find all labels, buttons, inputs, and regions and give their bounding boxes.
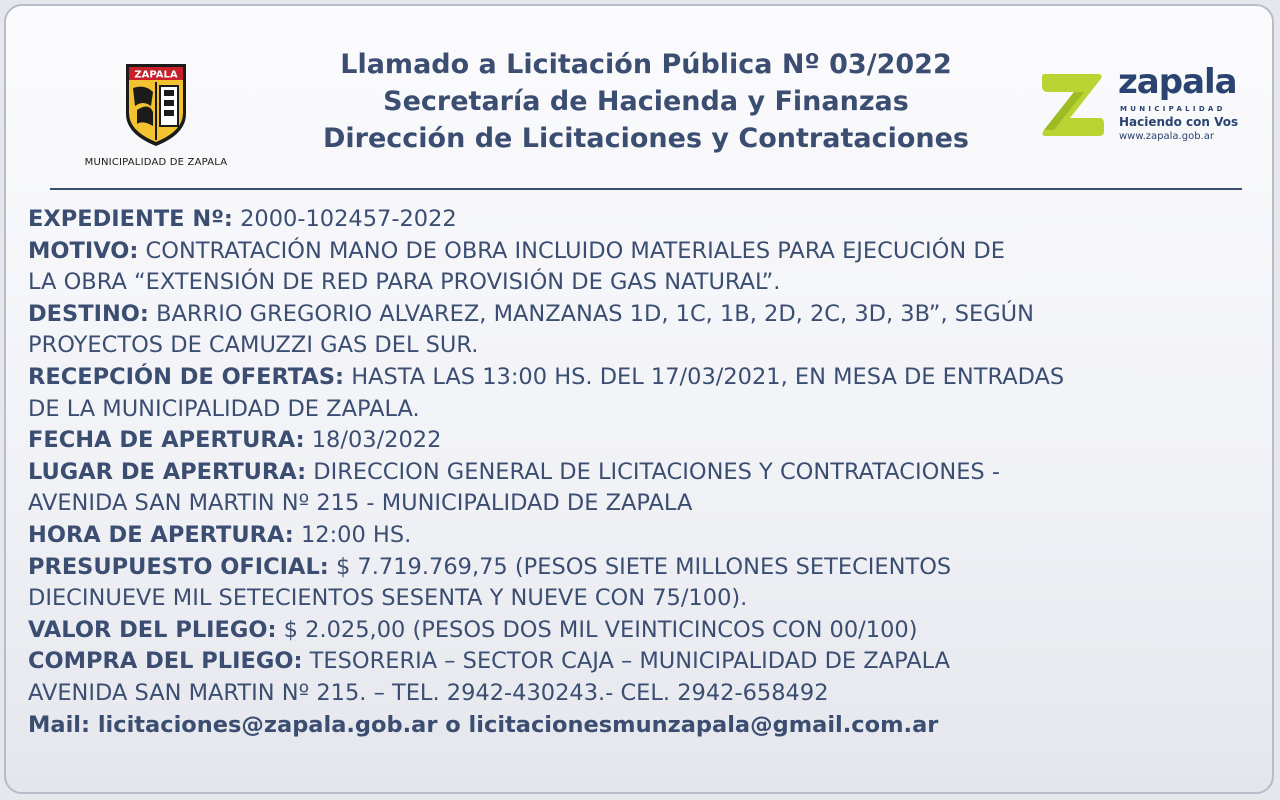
field-value: HASTA LAS 13:00 HS. DEL 17/03/2021, EN MESA DE ENTRADAS bbox=[351, 363, 1065, 390]
field-compra-pliego bbox=[28, 646, 1258, 678]
field-value: 2000-102457-2022 bbox=[240, 206, 457, 232]
mail-contact: Mail: licitaciones@zapala.gob.ar o licitacionesmunzapala@gmail.com.ar bbox=[28, 711, 939, 738]
municipal-crest bbox=[76, 62, 236, 168]
field-expediente bbox=[28, 204, 1258, 236]
notice-body bbox=[28, 204, 1258, 741]
field-label: RECEPCIÓN DE OFERTAS: bbox=[28, 363, 345, 390]
crest-caption: MUNICIPALIDAD DE ZAPALA bbox=[84, 157, 228, 168]
z-logo-icon bbox=[1040, 70, 1106, 140]
field-recepcion-cont: DE LA MUNICIPALIDAD DE ZAPALA. bbox=[28, 395, 420, 422]
zapala-brand-logo bbox=[1040, 62, 1250, 150]
field-value: 12:00 HS. bbox=[300, 521, 412, 548]
svg-text:ZAPALA: ZAPALA bbox=[134, 69, 178, 81]
brand-wordmark: zapala bbox=[1118, 62, 1237, 102]
field-presupuesto bbox=[28, 552, 1258, 584]
field-label: FECHA DE APERTURA: bbox=[28, 427, 305, 454]
field-recepcion bbox=[28, 362, 1258, 394]
field-presupuesto-cont: DIECINUEVE MIL SETECIENTOS SESENTA Y NUEVE CON 75/100). bbox=[28, 585, 748, 612]
field-value: DIRECCION GENERAL DE LICITACIONES Y CONTRATACIONES - bbox=[313, 458, 1000, 485]
field-fecha-apertura bbox=[28, 425, 1258, 457]
field-hora-apertura bbox=[28, 520, 1258, 552]
field-value: CONTRATACIÓN MANO DE OBRA INCLUIDO MATERIALES PARA EJECUCIÓN DE bbox=[145, 237, 1005, 264]
field-value: 18/03/2022 bbox=[311, 427, 442, 454]
brand-subtitle: MUNICIPALIDAD bbox=[1120, 105, 1226, 113]
field-motivo bbox=[28, 236, 1258, 268]
field-label: LUGAR DE APERTURA: bbox=[28, 458, 307, 485]
brand-slogan: Haciendo con Vos bbox=[1119, 115, 1239, 129]
field-label: MOTIVO: bbox=[28, 237, 139, 264]
field-value: BARRIO GREGORIO ALVAREZ, MANZANAS 1D, 1C, 1B, 2D, 2C, 3D, 3B”, SEGÚN bbox=[156, 300, 1034, 327]
field-lugar-apertura-cont: AVENIDA SAN MARTIN Nº 215 - MUNICIPALIDAD DE ZAPALA bbox=[28, 490, 693, 517]
coat-of-arms-icon bbox=[123, 62, 189, 148]
title-line: Dirección de Licitaciones y Contrataciones bbox=[323, 123, 969, 154]
field-label: EXPEDIENTE Nº: bbox=[28, 206, 233, 232]
field-motivo-cont: LA OBRA “EXTENSIÓN DE RED PARA PROVISIÓN DE GAS NATURAL”. bbox=[28, 269, 781, 296]
title-line: Llamado a Licitación Pública Nº 03/2022 bbox=[340, 49, 952, 80]
field-value: TESORERIA – SECTOR CAJA – MUNICIPALIDAD DE ZAPALA bbox=[309, 648, 951, 675]
header-divider bbox=[50, 188, 1242, 190]
field-destino bbox=[28, 299, 1258, 331]
page-title bbox=[266, 46, 1026, 157]
field-value: $ 7.719.769,75 (PESOS SIETE MILLONES SETECIENTOS bbox=[335, 553, 952, 580]
field-label: DESTINO: bbox=[28, 300, 149, 327]
field-compra-pliego-cont: AVENIDA SAN MARTIN Nº 215. – TEL. 2942-430243.- CEL. 2942-658492 bbox=[28, 679, 829, 706]
field-label: PRESUPUESTO OFICIAL: bbox=[28, 553, 329, 580]
field-value: $ 2.025,00 (PESOS DOS MIL VEINTICINCOS CON 00/100) bbox=[283, 616, 918, 643]
title-line: Secretaría de Hacienda y Finanzas bbox=[383, 86, 909, 117]
field-label: HORA DE APERTURA: bbox=[28, 521, 294, 548]
field-destino-cont: PROYECTOS DE CAMUZZI GAS DEL SUR. bbox=[28, 332, 479, 359]
field-lugar-apertura bbox=[28, 457, 1258, 489]
field-label: VALOR DEL PLIEGO: bbox=[28, 616, 277, 643]
brand-url: www.zapala.gob.ar bbox=[1119, 131, 1214, 142]
field-label: COMPRA DEL PLIEGO: bbox=[28, 648, 303, 675]
field-valor-pliego bbox=[28, 615, 1258, 647]
